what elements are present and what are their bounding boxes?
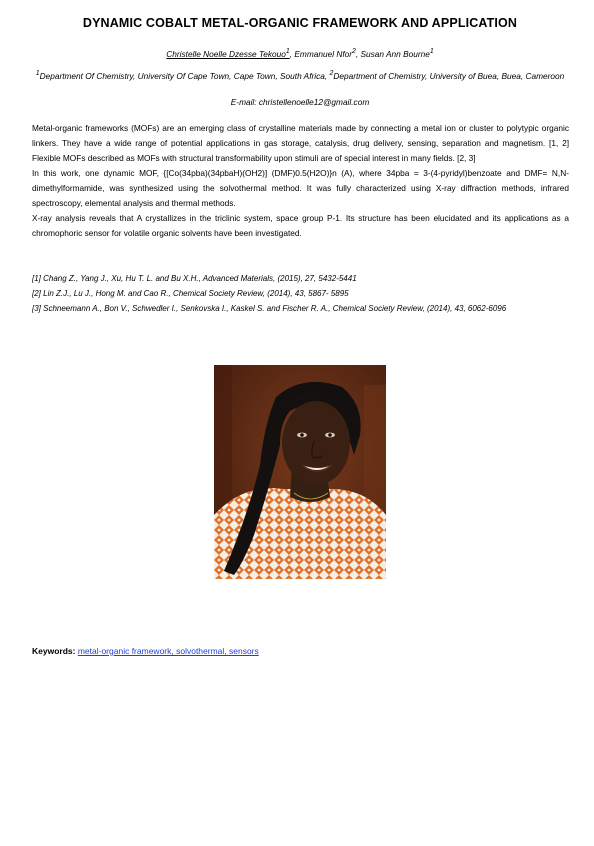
keywords-line <box>32 646 259 656</box>
reference-item: [2] Lin Z.J., Lu J., Hong M. and Cao R., Chemical Society Review, (2014), 43, 5867- 5895 <box>32 289 349 298</box>
affiliations <box>32 66 568 84</box>
affiliation-mark: 2 <box>352 48 356 55</box>
author-separator: , <box>355 48 361 59</box>
abstract-paragraph: Metal-organic frameworks (MOFs) are an emerging class of crystalline materials made by connecting a metal ion or cluster to polytypic organic linkers. They have a wide range of potential applications in gas storage, catalysis, drug delivery, sensing, separation and magnetism. [1, 2] Flexible MOFs described as MOFs with structural transformability upon stimuli are of special interest in many fields. [2, 3] <box>32 123 569 163</box>
author-list <box>30 48 570 59</box>
keywords-links[interactable]: metal-organic framework, solvothermal, sensors <box>77 646 259 656</box>
keywords-label: Keywords: <box>32 646 76 656</box>
abstract-body <box>32 121 569 241</box>
affiliation-text: Department of Chemistry, University of Buea, Buea, Cameroon <box>333 70 565 81</box>
reference-list <box>32 271 572 316</box>
affiliation-mark: 1 <box>429 48 434 55</box>
contact-email: E-mail: christellenoelle12@gmail.com <box>230 97 370 107</box>
author-name: Susan Ann Bourne <box>360 48 430 59</box>
author-photo <box>214 365 386 579</box>
abstract-paragraph: X-ray analysis reveals that A crystallizes in the triclinic system, space group P-1. Its structure has been elucidated and its applications as a chromophoric sensor for volatile organic solvents have been investigated. <box>32 213 569 238</box>
author-name: Christelle Noelle Dzesse Tekouo <box>166 48 286 59</box>
affiliation-mark: 1 <box>285 48 290 55</box>
author-primary <box>166 49 289 59</box>
affiliation-mark: 2 <box>329 70 334 77</box>
author-name: Emmanuel Nfor <box>294 48 353 59</box>
paper-title: DYNAMIC COBALT METAL-ORGANIC FRAMEWORK AND APPLICATION <box>82 16 518 30</box>
reference-item: [1] Chang Z., Yang J., Xu, Hu T. L. and Bu X.H., Advanced Materials, (2015), 27, 5432-5441 <box>32 274 357 283</box>
abstract-paragraph: In this work, one dynamic MOF, {[Co(34pba)(34pbaH)(OH2)] (DMF)0.5(H2O)}n (A), where 34pba = 3-(4-pyridyl)benzoate and DMF= N,N-dimethylformamide, was synthesized using the solvothermal method. It was fully characterized using X-ray diffraction methods, infrared spectroscopy, elemental analysis and thermal methods. <box>32 168 569 208</box>
affiliation-text: Department Of Chemistry, University Of Cape Town, Cape Town, South Africa, <box>39 70 330 81</box>
author-separator: , <box>289 48 295 59</box>
portrait-illustration <box>214 365 386 579</box>
reference-item: [3] Schneemann A., Bon V., Schwedler I., Senkovska I., Kaskel S. and Fischer R. A., Chemical Society Review, (2014), 43, 6062-6096 <box>32 304 507 313</box>
affiliation-mark: 1 <box>35 70 40 77</box>
